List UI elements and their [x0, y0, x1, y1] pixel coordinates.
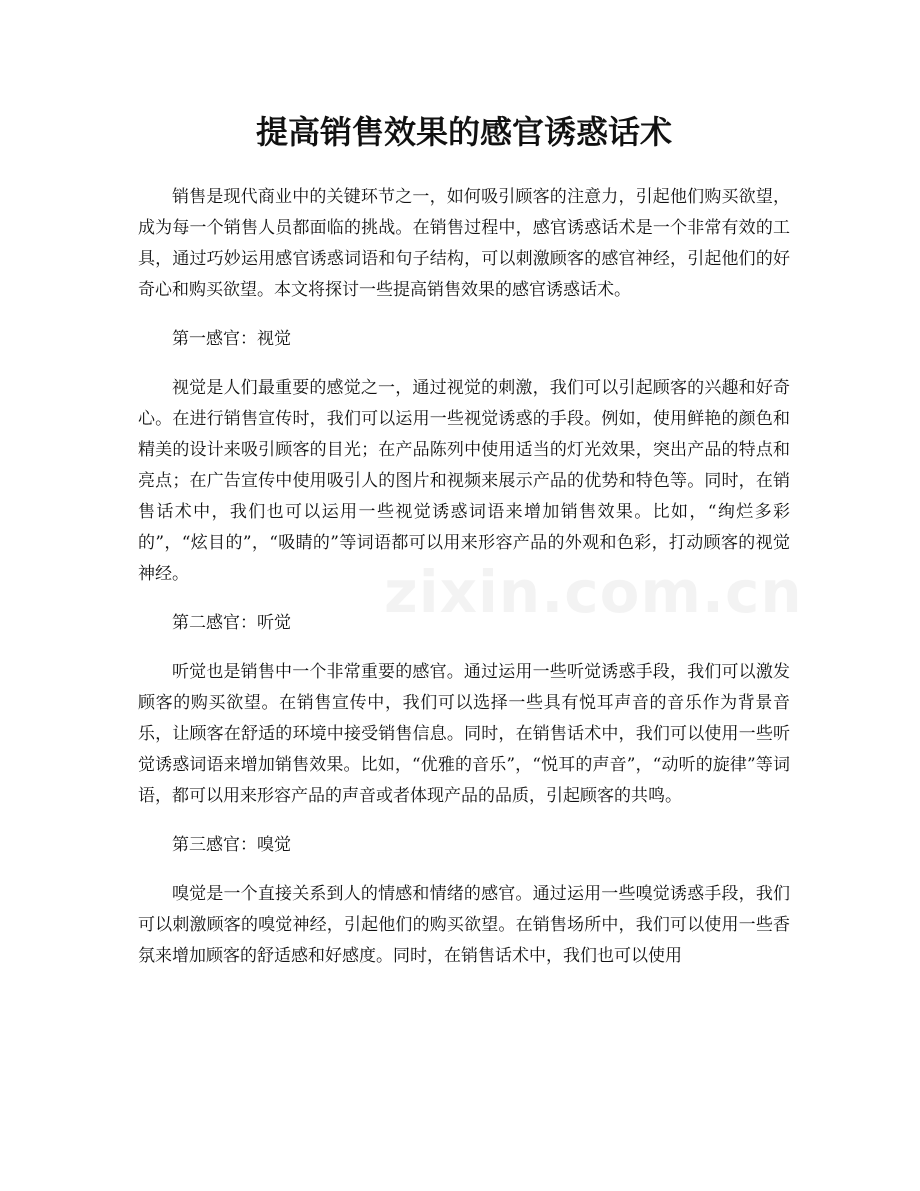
section-heading-hearing: 第二感官：听觉 [172, 613, 291, 633]
section-body-hearing: 听觉也是销售中一个非常重要的感官。通过运用一些听觉诱惑手段，我们可以激发顾客的购买欲望。在销售宣传中，我们可以选择一些具有悦耳声音的音乐作为背景音乐，让顾客在舒适的环境中接受销售信息。同时，在销售话术中，我们可以使用一些听觉诱惑词语来增加销售效果。比如，“优雅的音乐”，“悦耳的声音”，“动听的旋律”等词语，都可以用来形容产品的声音或者体现产品的品质，引起顾客的共鸣。 [138, 662, 790, 806]
intro-paragraph: 销售是现代商业中的关键环节之一，如何吸引顾客的注意力，引起他们购买欲望，成为每一个销售人员都面临的挑战。在销售过程中，感官诱惑话术是一个非常有效的工具，通过巧妙运用感官诱惑词语和句子结构，可以刺激顾客的感官神经，引起他们的好奇心和购买欲望。本文将探讨一些提高销售效果的感官诱惑话术。 [138, 187, 790, 300]
document-title: 提高销售效果的感官诱惑话术 [255, 113, 672, 151]
section-body-smell: 嗅觉是一个直接关系到人的情感和情绪的感官。通过运用一些嗅觉诱惑手段，我们可以刺激顾客的嗅觉神经，引起他们的购买欲望。在销售场所中，我们可以使用一些香氛来增加顾客的舒适感和好感度。同时，在销售话术中，我们也可以使用 [138, 884, 790, 966]
section-body-visual: 视觉是人们最重要的感觉之一，通过视觉的刺激，我们可以引起顾客的兴趣和好奇心。在进行销售宣传时，我们可以运用一些视觉诱惑的手段。例如，使用鲜艳的颜色和精美的设计来吸引顾客的目光；在产品陈列中使用适当的灯光效果，突出产品的特点和亮点；在广告宣传中使用吸引人的图片和视频来展示产品的优势和特色等。同时，在销售话术中，我们也可以运用一些视觉诱惑词语来增加销售效果。比如，“绚烂多彩的”，“炫目的”，“吸睛的”等词语都可以用来形容产品的外观和色彩，打动顾客的视觉神经。 [138, 378, 790, 584]
section-heading-visual: 第一感官：视觉 [172, 329, 291, 349]
section-heading-smell: 第三感官：嗅觉 [172, 835, 291, 855]
document-content [138, 110, 790, 990]
